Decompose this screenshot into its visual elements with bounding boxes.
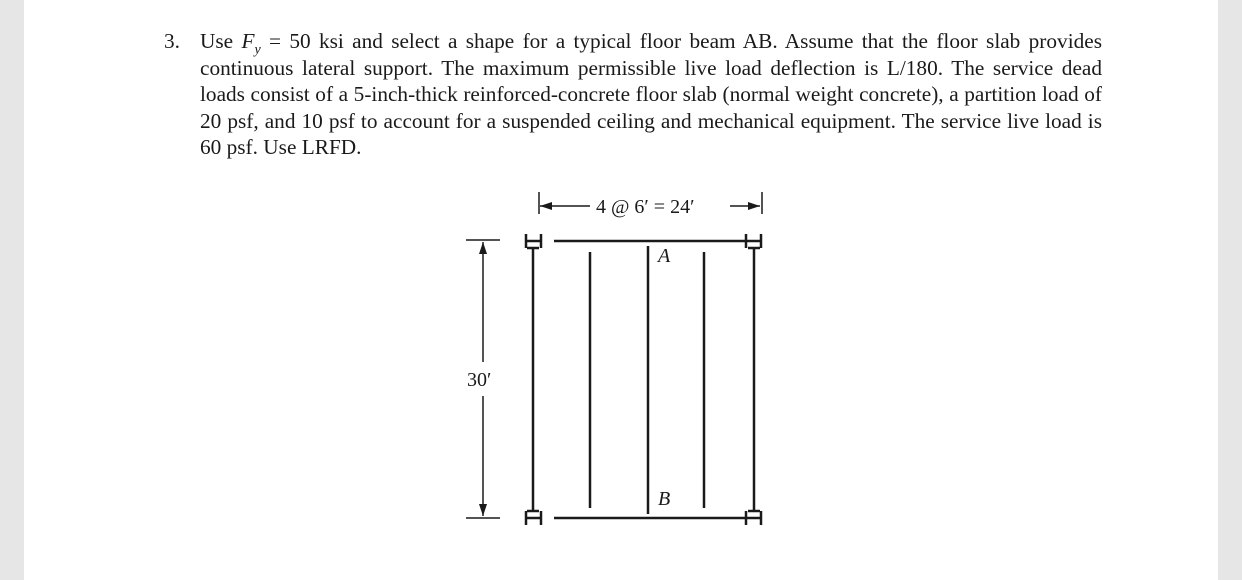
yield-stress-symbol: $F_y$ <box>241 29 261 58</box>
floor-framing-diagram <box>24 0 1218 580</box>
column-top-left-icon <box>526 234 541 248</box>
right-edge-girder <box>748 248 760 511</box>
column-bottom-right-icon <box>746 511 761 525</box>
document-page <box>24 0 1218 580</box>
left-edge-girder <box>527 248 539 511</box>
arrowhead-left-icon <box>540 202 552 210</box>
column-bottom-left-icon <box>526 511 541 525</box>
point-a-label: A <box>658 245 671 267</box>
problem-number: 3. <box>164 29 180 53</box>
arrowhead-up-icon <box>479 242 487 254</box>
point-b-label: B <box>658 488 671 510</box>
arrowhead-right-icon <box>748 202 760 210</box>
arrowhead-down-icon <box>479 504 487 516</box>
problem-text-body: = 50 ksi and select a shape for a typical floor beam AB. Assume that the floor slab provides continuous lateral support. The maximum permissible live load deflection is L/180. The service dead loads consist of a 5-inch-thick reinforced-concrete floor slab (normal weight concrete), a partition load of 20 psf, and 10 psf to account for a suspended ceiling and mechanical equipment. The service live load is 60 psf. Use LRFD. <box>200 29 1102 160</box>
length-dimension-label: 30′ <box>467 369 492 391</box>
span-dimension-label: 4 @ 6′ = 24′ <box>596 196 695 218</box>
column-top-right-icon <box>746 234 761 248</box>
problem-text-intro: Use <box>200 29 242 53</box>
